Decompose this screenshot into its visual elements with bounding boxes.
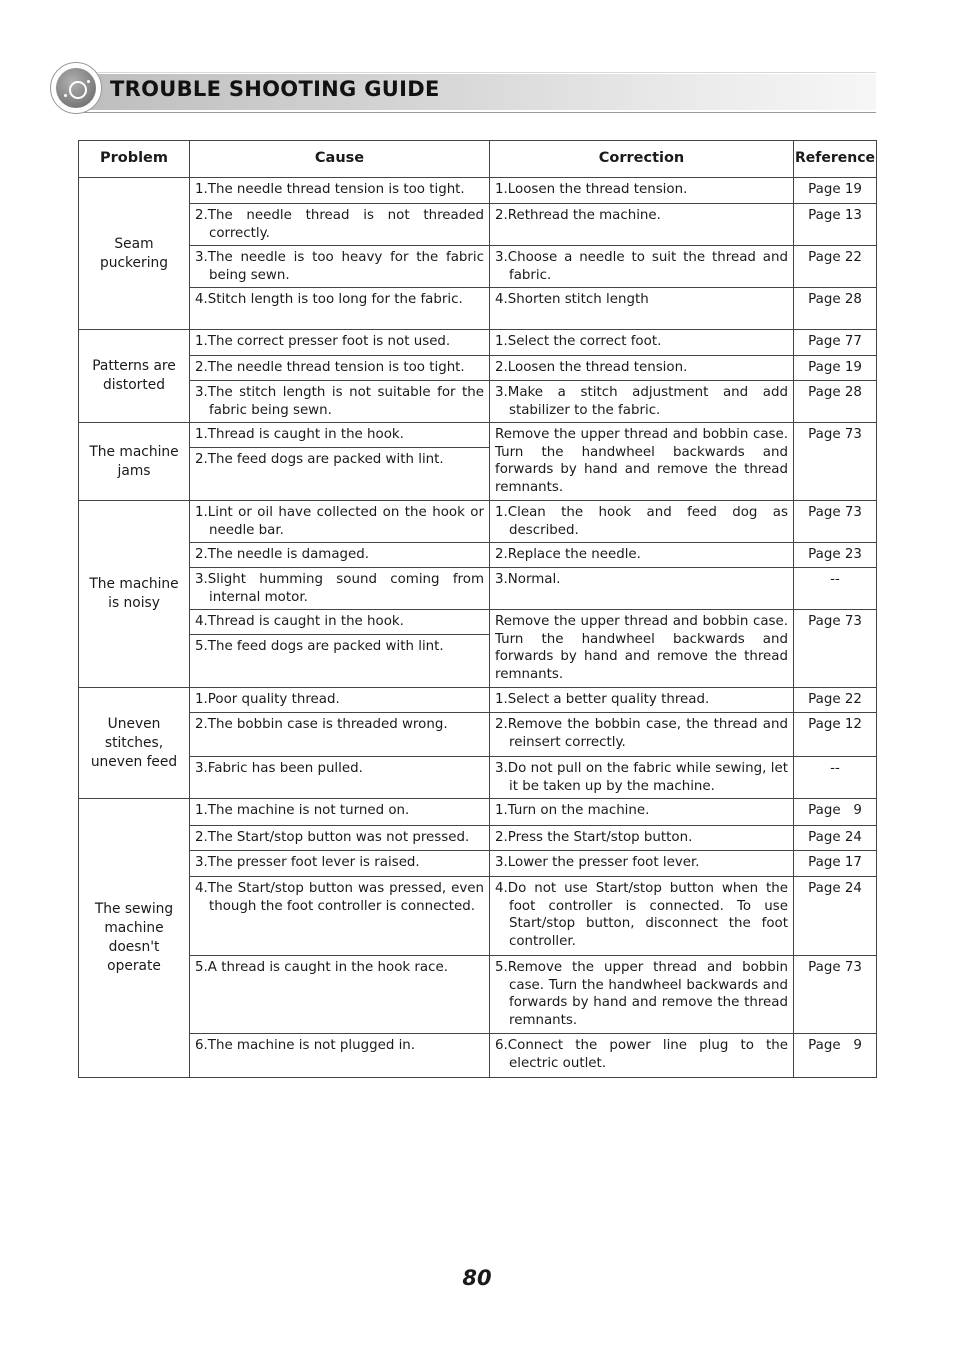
correction-cell: 1.Turn on the machine. bbox=[490, 799, 794, 826]
correction-cell: 1.Loosen the thread tension. bbox=[490, 178, 794, 204]
page-number: 80 bbox=[462, 1266, 492, 1290]
column-header-problem: Problem bbox=[79, 141, 190, 178]
cause-cell: 3.The needle is too heavy for the fabric being sewn. bbox=[190, 246, 490, 288]
reference-cell: Page 22 bbox=[794, 246, 877, 288]
reference-cell: Page 19 bbox=[794, 356, 877, 381]
correction-cell: 1.Clean the hook and feed dog as described. bbox=[490, 501, 794, 543]
correction-cell: 3.Do not pull on the fabric while sewing, let it be taken up by the machine. bbox=[490, 757, 794, 799]
problem-cell: Patterns are distorted bbox=[79, 330, 190, 423]
correction-cell: 4.Shorten stitch length bbox=[490, 288, 794, 330]
problem-cell: The machine jams bbox=[79, 423, 190, 501]
reference-cell: Page 22 bbox=[794, 688, 877, 713]
section-banner bbox=[50, 62, 876, 114]
cause-cell: 2.The needle is damaged. bbox=[190, 543, 490, 568]
cause-cell: 6.The machine is not plugged in. bbox=[190, 1034, 490, 1078]
correction-cell: 4.Do not use Start/stop button when the foot controller is connected. To use Start/stop button, disconnect the foot controller. bbox=[490, 877, 794, 956]
table-header-row bbox=[79, 141, 877, 178]
table-row bbox=[79, 288, 877, 330]
correction-cell: 1.Select the correct foot. bbox=[490, 330, 794, 356]
cause-cell: 1.Thread is caught in the hook. bbox=[190, 423, 490, 448]
table-row bbox=[79, 757, 877, 799]
cause-cell: 3.The stitch length is not suitable for the fabric being sewn. bbox=[190, 381, 490, 423]
reference-cell: Page 73 bbox=[794, 610, 877, 688]
reference-cell: Page 28 bbox=[794, 381, 877, 423]
cause-cell: 4.The Start/stop button was pressed, even though the foot controller is connected. bbox=[190, 877, 490, 956]
table-row bbox=[79, 713, 877, 757]
cause-cell: 4.Thread is caught in the hook. bbox=[190, 610, 490, 635]
cause-cell: 1.The needle thread tension is too tight. bbox=[190, 178, 490, 204]
correction-cell: Remove the upper thread and bobbin case. Turn the handwheel backwards and forwards by hand and remove the thread remnants. bbox=[490, 423, 794, 501]
reference-cell: Page 24 bbox=[794, 826, 877, 851]
reference-cell: Page 24 bbox=[794, 877, 877, 956]
reference-cell: Page 73 bbox=[794, 956, 877, 1034]
correction-cell: 6.Connect the power line plug to the electric outlet. bbox=[490, 1034, 794, 1078]
cause-cell: 1.The correct presser foot is not used. bbox=[190, 330, 490, 356]
table-row bbox=[79, 568, 877, 610]
table-row bbox=[79, 501, 877, 543]
page-title: TROUBLE SHOOTING GUIDE bbox=[110, 77, 440, 101]
sewing-bobbin-icon bbox=[50, 62, 102, 114]
correction-cell: 2.Loosen the thread tension. bbox=[490, 356, 794, 381]
cause-cell: 5.The feed dogs are packed with lint. bbox=[190, 635, 490, 688]
table-row bbox=[79, 826, 877, 851]
correction-cell: 2.Replace the needle. bbox=[490, 543, 794, 568]
cause-cell: 5.A thread is caught in the hook race. bbox=[190, 956, 490, 1034]
correction-cell: 2.Rethread the machine. bbox=[490, 204, 794, 246]
banner-bottom-rule bbox=[84, 112, 876, 113]
problem-cell: The machine is noisy bbox=[79, 501, 190, 688]
correction-cell: 5.Remove the upper thread and bobbin case. Turn the handwheel backwards and forwards by hand and remove the thread remnants. bbox=[490, 956, 794, 1034]
table-row bbox=[79, 688, 877, 713]
correction-cell: 1.Select a better quality thread. bbox=[490, 688, 794, 713]
troubleshooting-table bbox=[78, 140, 877, 1078]
problem-cell: Uneven stitches, uneven feed bbox=[79, 688, 190, 799]
table-row bbox=[79, 543, 877, 568]
table-row bbox=[79, 356, 877, 381]
reference-cell: Page 9 bbox=[794, 799, 877, 826]
table-row bbox=[79, 956, 877, 1034]
correction-cell: 2.Remove the bobbin case, the thread and reinsert correctly. bbox=[490, 713, 794, 757]
reference-cell: Page 73 bbox=[794, 423, 877, 501]
problem-cell: The sewing machine doesn't operate bbox=[79, 799, 190, 1078]
cause-cell: 3.Slight humming sound coming from internal motor. bbox=[190, 568, 490, 610]
table-row bbox=[79, 799, 877, 826]
banner-top-rule bbox=[84, 72, 876, 73]
cause-cell: 1.The machine is not turned on. bbox=[190, 799, 490, 826]
cause-cell: 3.The presser foot lever is raised. bbox=[190, 851, 490, 877]
table-row bbox=[79, 204, 877, 246]
cause-cell: 2.The feed dogs are packed with lint. bbox=[190, 448, 490, 501]
reference-cell: Page 23 bbox=[794, 543, 877, 568]
reference-cell: Page 73 bbox=[794, 501, 877, 543]
cause-cell: 2.The bobbin case is threaded wrong. bbox=[190, 713, 490, 757]
table-row bbox=[79, 610, 877, 635]
reference-cell: Page 12 bbox=[794, 713, 877, 757]
problem-cell: Seam puckering bbox=[79, 178, 190, 330]
correction-cell: 3.Make a stitch adjustment and add stabilizer to the fabric. bbox=[490, 381, 794, 423]
table-row bbox=[79, 1034, 877, 1078]
table-row bbox=[79, 851, 877, 877]
table-row bbox=[79, 423, 877, 448]
column-header-correction: Correction bbox=[490, 141, 794, 178]
table-row bbox=[79, 381, 877, 423]
cause-cell: 4.Stitch length is too long for the fabric. bbox=[190, 288, 490, 330]
column-header-reference: Reference bbox=[794, 141, 877, 178]
table-row bbox=[79, 246, 877, 288]
correction-cell: 3.Lower the presser foot lever. bbox=[490, 851, 794, 877]
table-row bbox=[79, 330, 877, 356]
cause-cell: 1.Poor quality thread. bbox=[190, 688, 490, 713]
cause-cell: 2.The needle thread is not threaded correctly. bbox=[190, 204, 490, 246]
cause-cell: 2.The Start/stop button was not pressed. bbox=[190, 826, 490, 851]
correction-cell: 3.Normal. bbox=[490, 568, 794, 610]
reference-cell: -- bbox=[794, 757, 877, 799]
correction-cell: Remove the upper thread and bobbin case. Turn the handwheel backwards and forwards by hand and remove the thread remnants. bbox=[490, 610, 794, 688]
reference-cell: Page 17 bbox=[794, 851, 877, 877]
correction-cell: 3.Choose a needle to suit the thread and fabric. bbox=[490, 246, 794, 288]
table-row bbox=[79, 178, 877, 204]
cause-cell: 1.Lint or oil have collected on the hook or needle bar. bbox=[190, 501, 490, 543]
table-row bbox=[79, 877, 877, 956]
reference-cell: Page 77 bbox=[794, 330, 877, 356]
column-header-cause: Cause bbox=[190, 141, 490, 178]
reference-cell: Page 19 bbox=[794, 178, 877, 204]
cause-cell: 3.Fabric has been pulled. bbox=[190, 757, 490, 799]
cause-cell: 2.The needle thread tension is too tight. bbox=[190, 356, 490, 381]
correction-cell: 2.Press the Start/stop button. bbox=[490, 826, 794, 851]
reference-cell: Page 13 bbox=[794, 204, 877, 246]
reference-cell: Page 28 bbox=[794, 288, 877, 330]
reference-cell: -- bbox=[794, 568, 877, 610]
reference-cell: Page 9 bbox=[794, 1034, 877, 1078]
